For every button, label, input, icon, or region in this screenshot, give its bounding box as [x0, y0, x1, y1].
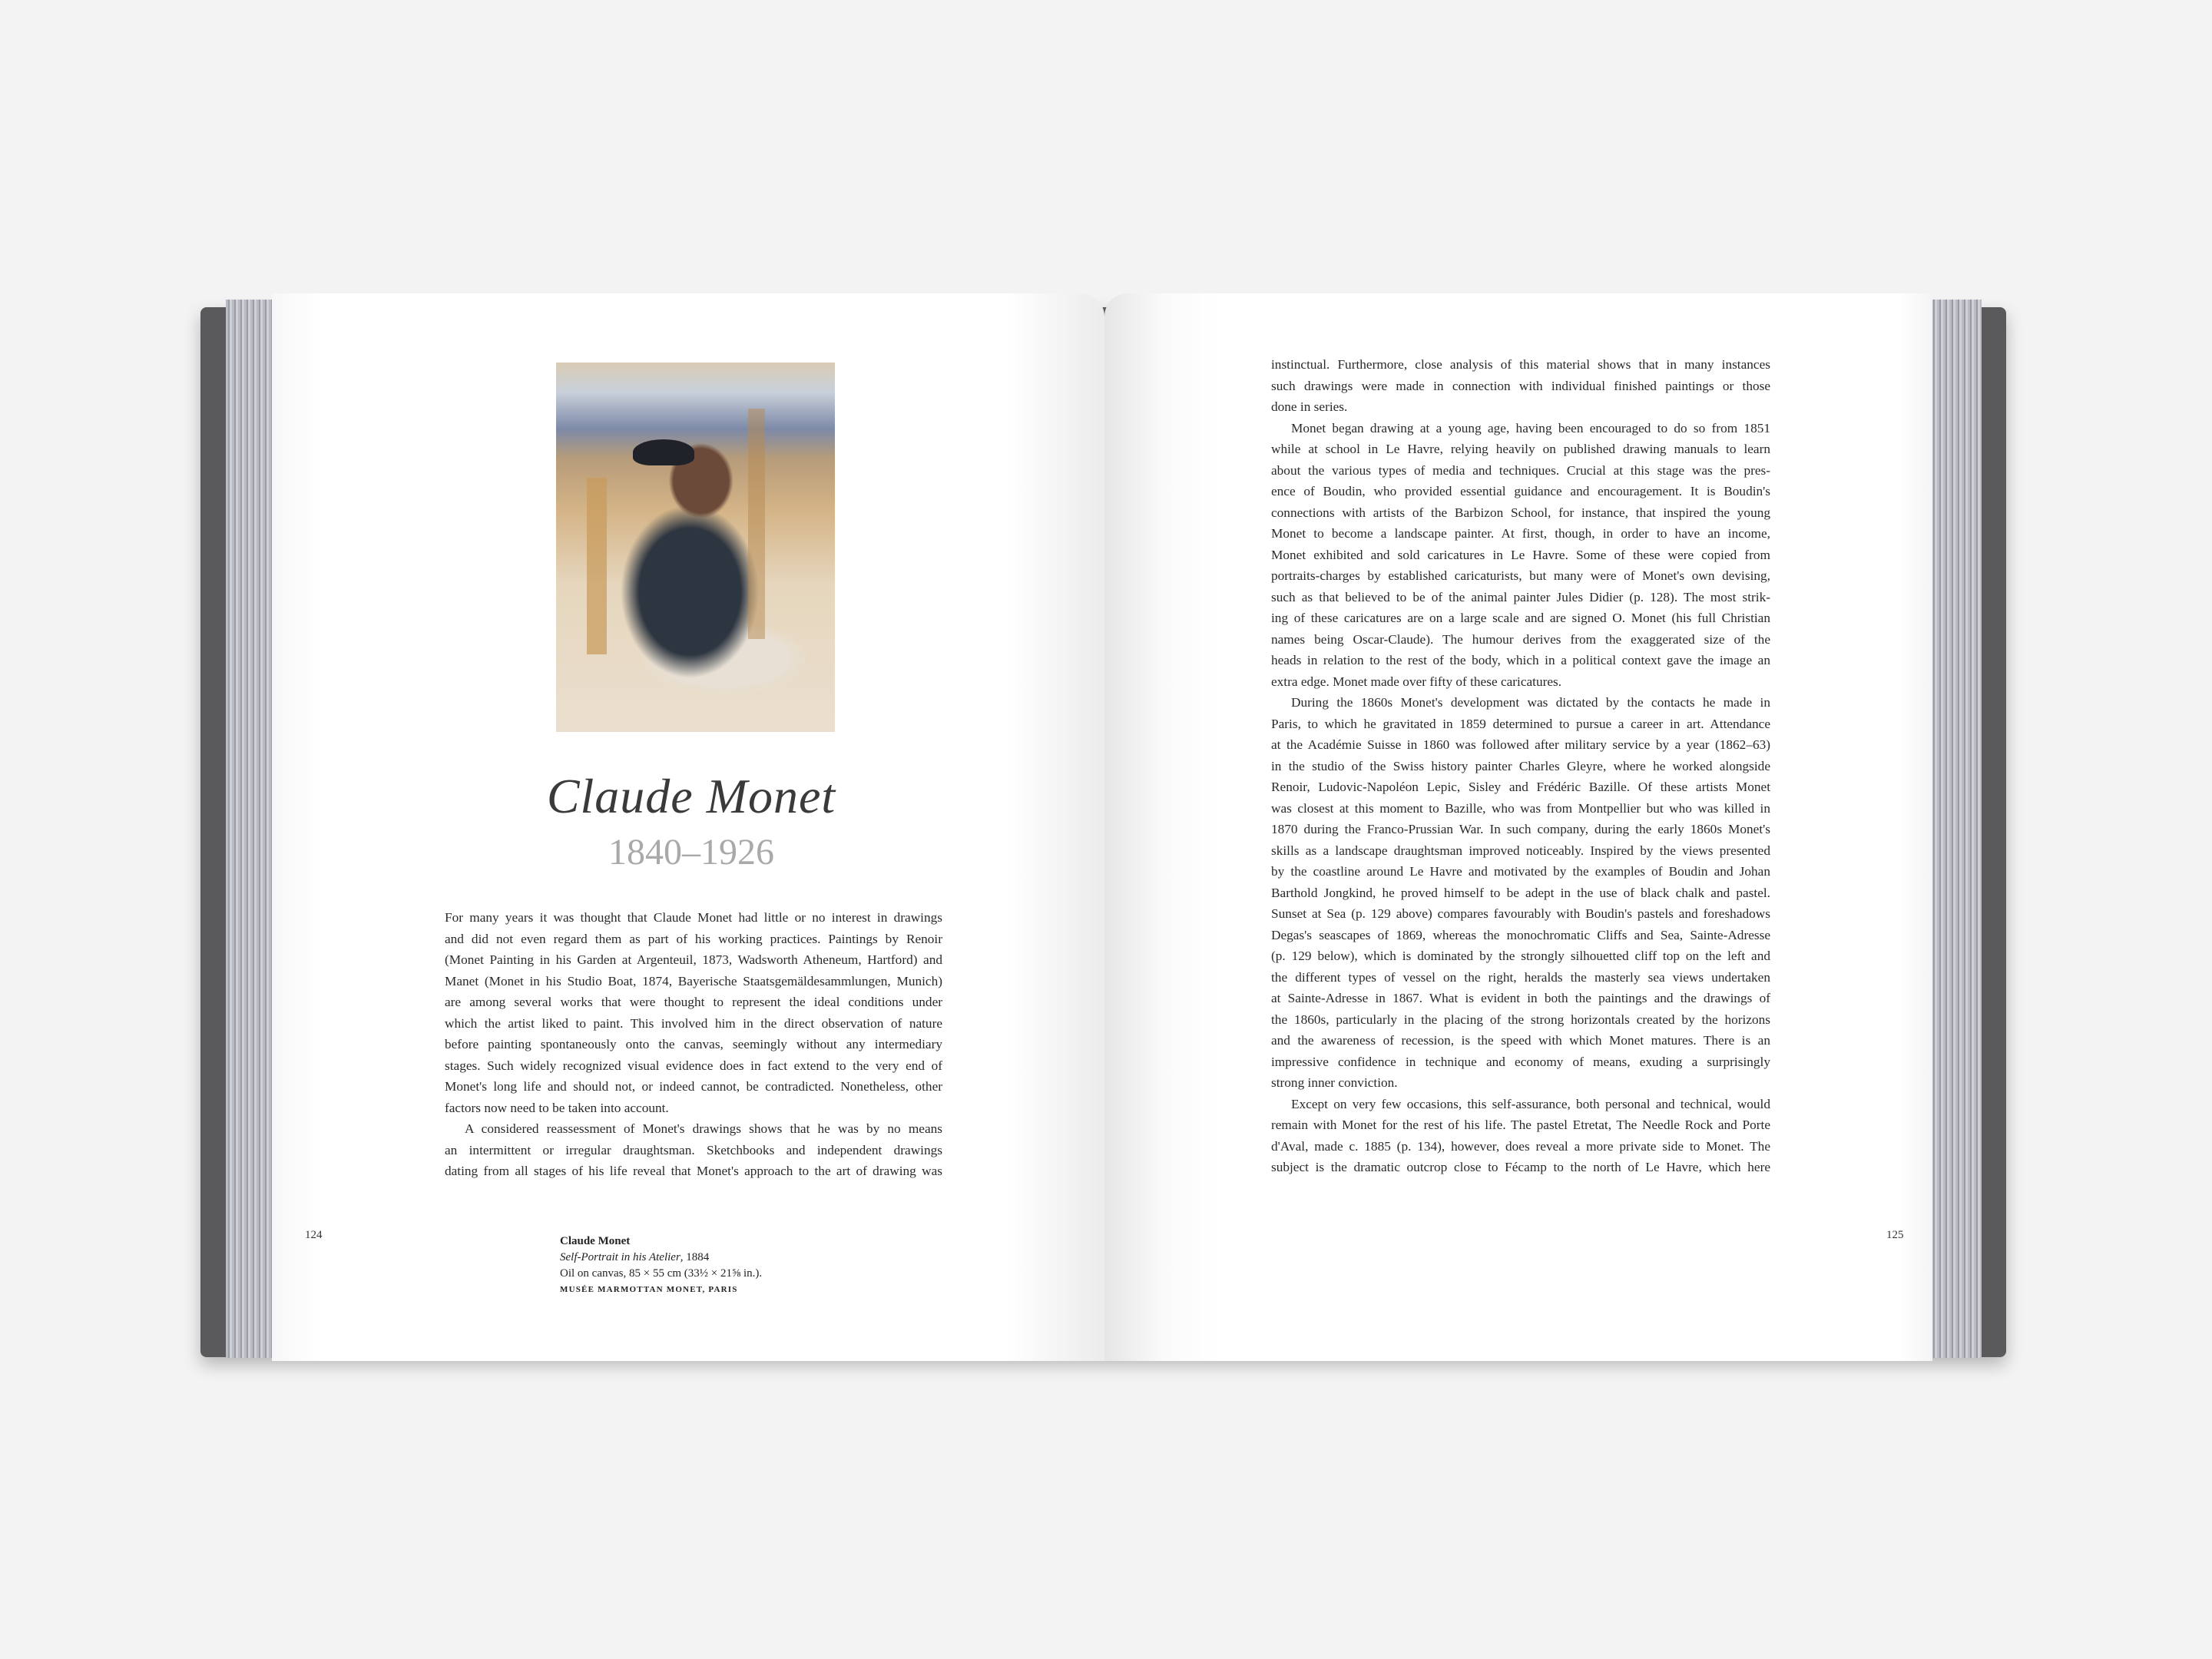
text-line: impressive confidence in technique and economy of means, exuding a surprisingly	[1271, 1054, 1770, 1069]
text-line: heads in relation to the rest of the body, which in a political context gave the image an	[1271, 653, 1770, 667]
text-line: Degas's seascapes of 1869, whereas the monochromatic Cliffs and Sea, Sainte-Adresse	[1271, 927, 1770, 942]
paragraph	[1271, 1094, 1770, 1178]
text-line: Except on very few occasions, this self-assurance, both personal and technical, would	[1291, 1096, 1770, 1111]
paragraph	[1271, 418, 1770, 693]
text-line: Monet began drawing at a young age, having been encouraged to do so from 1851	[1291, 420, 1770, 435]
text-line: 1870 during the Franco-Prussian War. In such company, during the early 1860s Monet's	[1271, 822, 1770, 836]
text-line: about the various types of media and techniques. Crucial at this stage was the pres-	[1271, 462, 1770, 478]
page-number-left: 124	[305, 1229, 323, 1241]
left-page-edges	[226, 300, 273, 1358]
text-line: was closest at this moment to Bazille, who was from Montpellier but who was killed in	[1271, 800, 1770, 816]
text-line: Barthold Jongkind, he proved himself to be adept in the use of black chalk and pastel.	[1271, 885, 1770, 900]
text-line: ing of these caricatures are on a large scale and are signed O. Monet (his full Christian	[1271, 611, 1770, 625]
caption-medium: Oil on canvas, 85 × 55 cm (33½ × 21⅝ in.).	[560, 1267, 763, 1280]
text-line: Monet's long life and should not, or indeed cannot, be contradicted. Nonetheless, other	[445, 1079, 942, 1094]
text-line: Monet to become a landscape painter. At first, though, in order to have an income,	[1271, 526, 1770, 541]
text-line: names being Oscar-Claude). The humour derives from the exaggerated size of the	[1271, 631, 1770, 647]
caption-work	[560, 1250, 762, 1266]
paragraph	[1271, 692, 1770, 1094]
text-line: instinctual. Furthermore, close analysis of this material shows that in many instances	[1271, 357, 1770, 372]
text-line: During the 1860s Monet's development was dictated by the contacts he made in	[1291, 695, 1770, 710]
text-line: (p. 129 below), which is dominated by the strongly silhouetted cliff top on the left and	[1271, 949, 1770, 963]
text-line: stages. Such widely recognized visual evidence does in fact extend to the very end of	[445, 1058, 942, 1073]
caption-collection: MUSÉE MARMOTTAN MONET, PARIS	[560, 1285, 738, 1294]
caption-artist: Claude Monet	[560, 1235, 631, 1247]
text-line: Monet exhibited and sold caricatures in Le Havre. Some of these were copied from	[1271, 547, 1770, 562]
text-line: at the Académie Suisse in 1860 was followed after military service by a year (1862–63)	[1271, 737, 1770, 752]
text-line: done in series.	[1271, 399, 1348, 414]
text-line: and did not even regard them as part of his working practices. Paintings by Renoir	[445, 931, 942, 946]
text-line: the 1860s, particularly in the placing of the strong horizontals created by the horizons	[1271, 1012, 1770, 1027]
text-line: the different types of vessel on the right, heralds the masterly sea views undertaken	[1271, 969, 1770, 985]
beret	[633, 439, 694, 465]
easel-frame	[748, 409, 765, 639]
text-line: strong inner conviction.	[1271, 1075, 1398, 1090]
text-line: such drawings were made in connection with individual finished paintings or those	[1271, 378, 1770, 393]
text-line: remain with Monet for the rest of his life. The pastel Etretat, The Needle Rock and Porte	[1271, 1118, 1770, 1132]
right-page-edges	[1931, 300, 1982, 1358]
right-body-text	[1271, 354, 1770, 1178]
text-line: A considered reassessment of Monet's drawings shows that he was by no means	[465, 1121, 942, 1136]
left-body-text	[445, 907, 942, 1182]
text-line: portraits-charges by established caricaturists, but many were of Monet's own devising,	[1271, 568, 1770, 583]
text-line: before painting spontaneously onto the canvas, seemingly without any intermediary	[445, 1037, 942, 1051]
paragraph	[445, 907, 942, 1118]
text-line: extra edge. Monet made over fifty of these caricatures.	[1271, 674, 1562, 689]
text-line: Sunset at Sea (p. 129 above) compares favourably with Boudin's pastels and foreshadows	[1271, 906, 1770, 921]
text-line: d'Aval, made c. 1885 (p. 134), however, does reveal a more private side to Monet. The	[1271, 1138, 1770, 1154]
text-line: Renoir, Ludovic-Napoléon Lepic, Sisley and Frédéric Bazille. Of these artists Monet	[1271, 780, 1770, 794]
text-line: ence of Boudin, who provided essential guidance and encouragement. It is Boudin's	[1271, 484, 1770, 498]
text-line: an intermittent or irregular draughtsman. Sketchbooks and independent drawings	[445, 1142, 942, 1157]
paragraph	[445, 1118, 942, 1182]
text-line: factors now need to be taken into account.	[445, 1100, 669, 1115]
text-line: such as that believed to be of the animal painter Jules Didier (p. 128). The most strik-	[1271, 589, 1770, 604]
page-number-right: 125	[1886, 1229, 1904, 1241]
image-caption	[560, 1233, 762, 1298]
artist-dates: 1840–1926	[608, 832, 774, 873]
text-line: by the coastline around Le Havre and motivated by the examples of Boudin and Johan	[1271, 864, 1770, 879]
self-portrait-image	[556, 363, 835, 732]
text-line: dating from all stages of his life reveal that Monet's approach to the art of drawing was	[445, 1164, 942, 1178]
text-line: Manet (Monet in his Studio Boat, 1874, Bayerische Staatsgemäldesammlungen, Munich)	[445, 973, 942, 988]
caption-year: , 1884	[680, 1251, 710, 1263]
text-line: (Monet Painting in his Garden at Argenteuil, 1873, Wadsworth Atheneum, Hartford) and	[445, 952, 942, 967]
text-line: skills as a landscape draughtsman improved noticeably. Inspired by the views presented	[1271, 843, 1770, 858]
text-line: connections with artists of the Barbizon School, for instance, that inspired the young	[1271, 505, 1770, 520]
text-line: subject is the dramatic outcrop close to Fécamp to the north of Le Havre, which here	[1271, 1160, 1770, 1174]
text-line: while at school in Le Havre, relying heavily on published drawing manuals to learn	[1271, 442, 1770, 456]
text-line: Paris, to which he gravitated in 1859 determined to pursue a career in art. Attendance	[1271, 716, 1770, 731]
text-line: in the studio of the Swiss history painter Charles Gleyre, where he worked alongside	[1271, 758, 1770, 773]
text-line: which the artist liked to paint. This involved him in the direct observation of nature	[445, 1015, 942, 1031]
text-line: and the awareness of recession, is the speed with which Monet matures. There is an	[1271, 1033, 1770, 1048]
caption-work-title: Self-Portrait in his Atelier	[560, 1251, 680, 1263]
paragraph	[1271, 354, 1770, 418]
easel-frame	[587, 478, 607, 654]
text-line: are among several works that were thought to represent the ideal conditions under	[445, 995, 942, 1009]
text-line: at Sainte-Adresse in 1867. What is evident in both the paintings and the drawings of	[1271, 991, 1770, 1005]
text-line: For many years it was thought that Claude Monet had little or no interest in drawings	[445, 910, 942, 925]
page-title: Claude Monet	[546, 769, 836, 823]
